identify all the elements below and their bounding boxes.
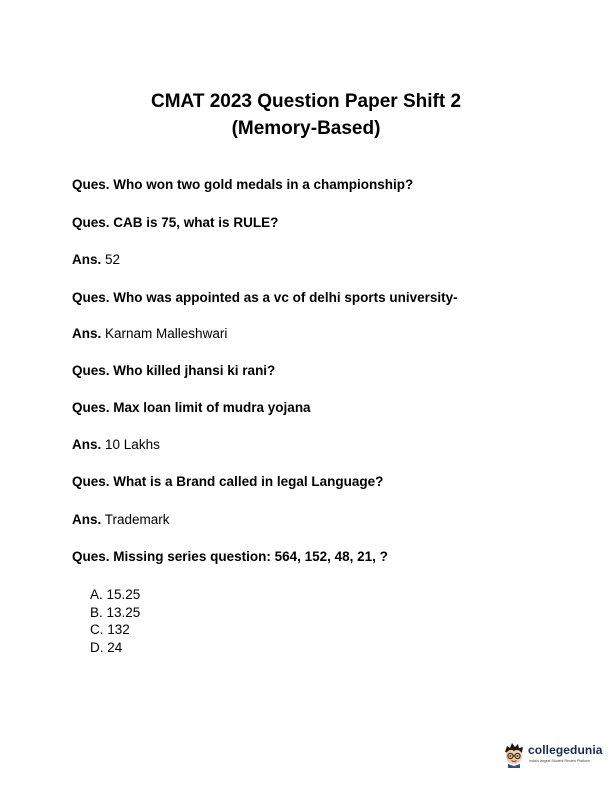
- student-mascot-icon: [502, 742, 526, 768]
- logo-tagline: India's largest Student Review Platform: [529, 759, 590, 763]
- answer-label: Ans.: [72, 512, 102, 527]
- answer-options: [90, 586, 140, 656]
- question-label: Ques.: [72, 549, 110, 564]
- page-subtitle: (Memory-Based): [231, 118, 381, 139]
- question-label: Ques.: [72, 400, 110, 415]
- question-1: [72, 176, 413, 194]
- question-2: [72, 214, 278, 232]
- question-label: Ques.: [72, 177, 110, 192]
- answer-text: 10 Lakhs: [105, 437, 160, 452]
- question-text: Who killed jhansi ki rani?: [113, 363, 276, 378]
- option-c: C. 132: [90, 622, 130, 637]
- question-text: Who won two gold medals in a championship?: [113, 177, 414, 192]
- question-5: [72, 399, 311, 417]
- question-7: [72, 548, 388, 566]
- option-b: B. 13.25: [90, 604, 141, 620]
- collegedunia-logo: [502, 740, 606, 770]
- question-text: Max loan limit of mudra yojana: [113, 400, 311, 415]
- question-label: Ques.: [72, 290, 110, 305]
- question-label: Ques.: [72, 474, 110, 489]
- question-text: What is a Brand called in legal Language?: [113, 474, 384, 489]
- answer-label: Ans.: [72, 437, 102, 452]
- question-label: Ques.: [72, 215, 110, 230]
- answer-6: [72, 511, 170, 529]
- question-3: [72, 289, 458, 307]
- page-title: CMAT 2023 Question Paper Shift 2: [150, 91, 462, 112]
- answer-2: [72, 251, 120, 269]
- answer-text: 52: [105, 252, 121, 267]
- question-4: [72, 362, 275, 380]
- answer-label: Ans.: [72, 326, 102, 341]
- question-text: Who was appointed as a vc of delhi sports university-: [113, 290, 458, 305]
- answer-5: [72, 436, 160, 454]
- question-label: Ques.: [72, 363, 110, 378]
- answer-label: Ans.: [72, 252, 102, 267]
- option-a: A. 15.25: [90, 587, 141, 602]
- answer-3: [72, 325, 227, 343]
- question-text: Missing series question: 564, 152, 48, 21, ?: [113, 549, 388, 564]
- question-6: [72, 473, 383, 491]
- answer-text: Karnam Malleshwari: [105, 326, 228, 341]
- question-text: CAB is 75, what is RULE?: [113, 215, 279, 230]
- logo-wordmark: collegedunia: [528, 743, 603, 757]
- option-d: D. 24: [90, 639, 123, 655]
- answer-text: Trademark: [104, 512, 170, 527]
